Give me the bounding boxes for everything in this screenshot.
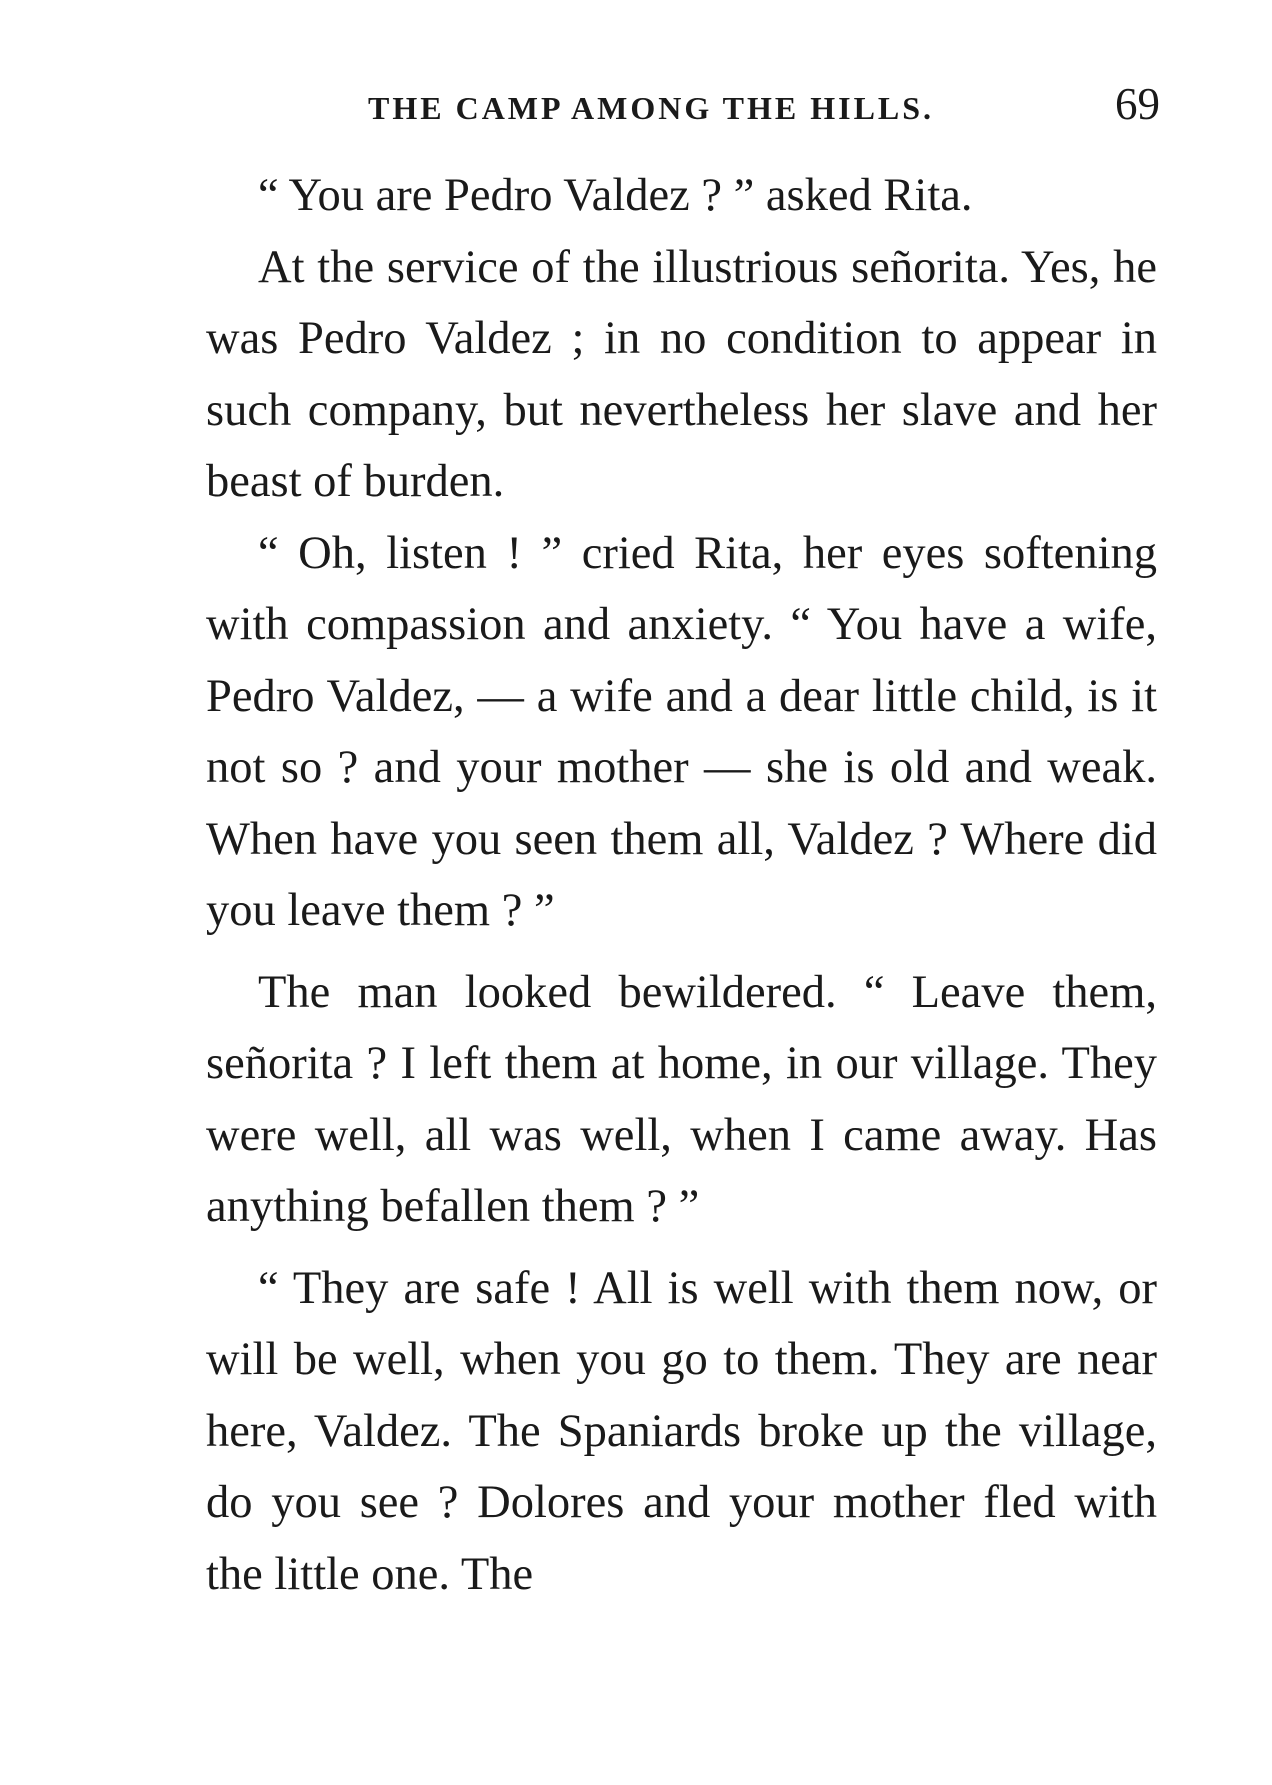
- body-text: [206, 160, 1157, 1610]
- paragraph-5: “ They are safe ! All is well with them now, or will be well, when you go to them. They are near here, Valdez. The Spaniards broke up the village, do you see ? Dolores and your mother fled with the little one. The: [206, 1262, 1157, 1600]
- running-title: THE CAMP AMONG THE HILLS.: [368, 90, 935, 126]
- paragraph-2: At the service of the illustrious señorita. Yes, he was Pedro Valdez ; in no condition to appear in such company, but nevertheless her slave and her beast of burden.: [206, 241, 1157, 507]
- paragraph-3: “ Oh, listen ! ” cried Rita, her eyes softening with compassion and anxiety. “ You have a wife, Pedro Valdez, — a wife and a dear little child, is it not so ? and your mother — she is old and weak. When have you seen them all, Valdez ? Where did you leave them ? ”: [206, 527, 1157, 936]
- paragraph-4: The man looked bewildered. “ Leave them, señorita ? I left them at home, in our village. They were well, all was well, when I came away. Has anything befallen them ? ”: [206, 966, 1157, 1232]
- paragraph-1: “ You are Pedro Valdez ? ” asked Rita.: [258, 170, 973, 221]
- page-number: 69: [1115, 79, 1160, 129]
- running-head: [200, 78, 1160, 138]
